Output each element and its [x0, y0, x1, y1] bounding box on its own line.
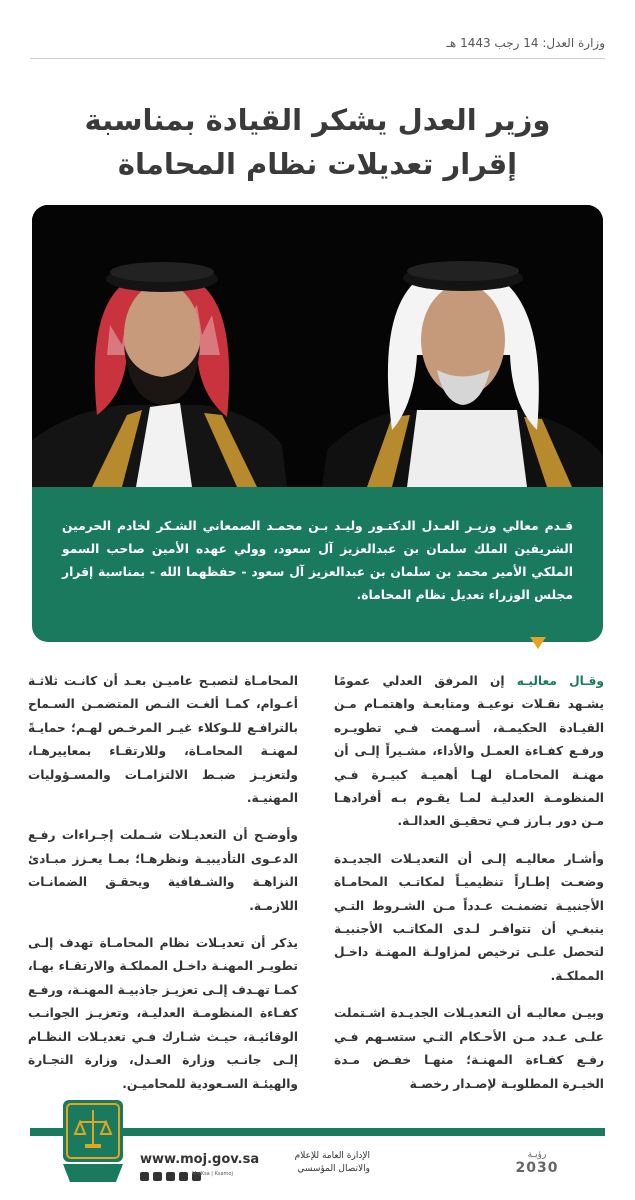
- department-line-2: والاتصال المؤسسي: [297, 1164, 370, 1174]
- headline-line-1: وزير العدل يشكر القيادة بمناسبة: [84, 103, 551, 137]
- leaders-photo: [32, 205, 603, 487]
- twitter-icon[interactable]: [179, 1172, 188, 1181]
- article-column-left: [28, 670, 298, 1110]
- article-paragraph: المحامـاة لتصبـح عاميـن بعـد أن كانـت ثلاثـة أعـوام، كمـا ألغـت النـص المتضمـن السـماح بالترافـع للـوكلاء غيـر المرخـص لهـم؛ حمايـةً لمهنـة المحامـاة، وللارتقـاء بمعاييرهـا، ولتعزيـز ضبـط الالتزامـات والمسـؤوليات المهنيـة.: [28, 674, 298, 806]
- snapchat-icon[interactable]: [153, 1172, 162, 1181]
- paragraph-lead: وقـال معاليـه: [516, 674, 604, 688]
- vision-2030-logo: [512, 1150, 562, 1176]
- ministry-emblem-logo: [58, 1098, 128, 1184]
- intro-pointer: [530, 637, 546, 649]
- paragraph-text: إن المرفق العدلي عمومًا يشـهد نقـلات نوعيـة ومتابعـة واهتمـام مـن القيـادة الحكيمـة، أسـهمت فـي تطويـره ورفـع كفـاءة العمـل والأداء، مشـيراً إلـى أن مهنـة المحامـاة لهـا أهميـة كبيـرة فـي المنظومـة العدليـة لمـا يقـوم بـه أفرادهـا مـن دور بـارز فـي تحقيـق العدالـة.: [334, 674, 604, 829]
- intro-box: [32, 487, 603, 642]
- instagram-icon[interactable]: [166, 1172, 175, 1181]
- headline-line-2: إقرار تعديلات نظام المحاماة: [117, 147, 518, 181]
- intro-text: قـدم معالي وزيـر العـدل الدكتـور وليـد بـن محمـد الصمعاني الشـكر لخادم الحرمين الشريفين الملك سلمان بن عبدالعزيز آل سعود، وولي عهده الأمين صاحب السمو الملكي الأمير محمد بن سلمان بن عبدالعزيز آل سعود - حفظهما الله - بمناسبة إقرار مجلس الوزراء تعديل نظام المحاماة.: [62, 519, 573, 602]
- top-divider: [30, 58, 605, 59]
- date-line: وزارة العدل: 14 رجب 1443 هـ: [446, 36, 605, 50]
- youtube-icon[interactable]: [140, 1172, 149, 1181]
- website-link[interactable]: www.moj.gov.sa: [140, 1152, 260, 1167]
- article-paragraph: وأشـار معاليـه إلـى أن التعديـلات الجديـدة وضعـت إطـاراً تنظيميـاً لمكاتـب المحامـاة الأجنبيـة تضمنـت عـدداً مـن الشـروط التـي ينبغـي أن تتوافـر لـدى المكاتـب الأجنبيـة لتحصل علـى ترخيص لمزاولـة المهنـة داخـل المملكـة.: [334, 851, 604, 983]
- article-paragraph: [334, 670, 604, 834]
- article-column-right: [334, 670, 604, 1110]
- department-name: [262, 1150, 370, 1176]
- vision-label: رؤيـة: [527, 1150, 547, 1160]
- article-paragraph: وبيـن معاليـه أن التعديـلات الجديـدة اشـتملت علـى عـدد مـن الأحـكام التـي ستسـهم فـي رفـع كفـاءة المهنـة؛ منهـا خفـض مـدة الخبـرة المطلوبـة لإصـدار رخصـة: [334, 1006, 604, 1091]
- department-line-1: الإدارة العامة للإعلام: [294, 1151, 370, 1161]
- headline: [30, 98, 605, 186]
- article-paragraph: يذكر أن تعديـلات نظام المحامـاة تهدف إلـى تطويـر المهنـة داخـل المملكـة والارتقـاء بهـا، كمـا تهـدف إلـى تعزيـز جاذبيـة المهنـة، ورفـع كفـاءة المنظومـة العدليـة، وتعزيـز الجوانـب الوقائيـة، حيـث شـارك فـي تعديـلات النظـام إلـى جانـب وزارة العـدل، وزارة التجـارة والهيئـة السـعودية للمحاميـن.: [28, 936, 298, 1091]
- leaders-portrait-illustration: [32, 205, 603, 487]
- vision-year: 2030: [515, 1160, 559, 1176]
- social-handle: MojKsa | Ksamoj: [192, 1171, 233, 1177]
- article-paragraph: وأوضـح أن التعديـلات شـملت إجـراءات رفـع الدعـوى التأديبيـة ونظرهـا؛ بمـا يعـزز مبـادئ النزاهـة والشـفافية ويحقـق الضمانـات اللازمـة.: [28, 828, 298, 913]
